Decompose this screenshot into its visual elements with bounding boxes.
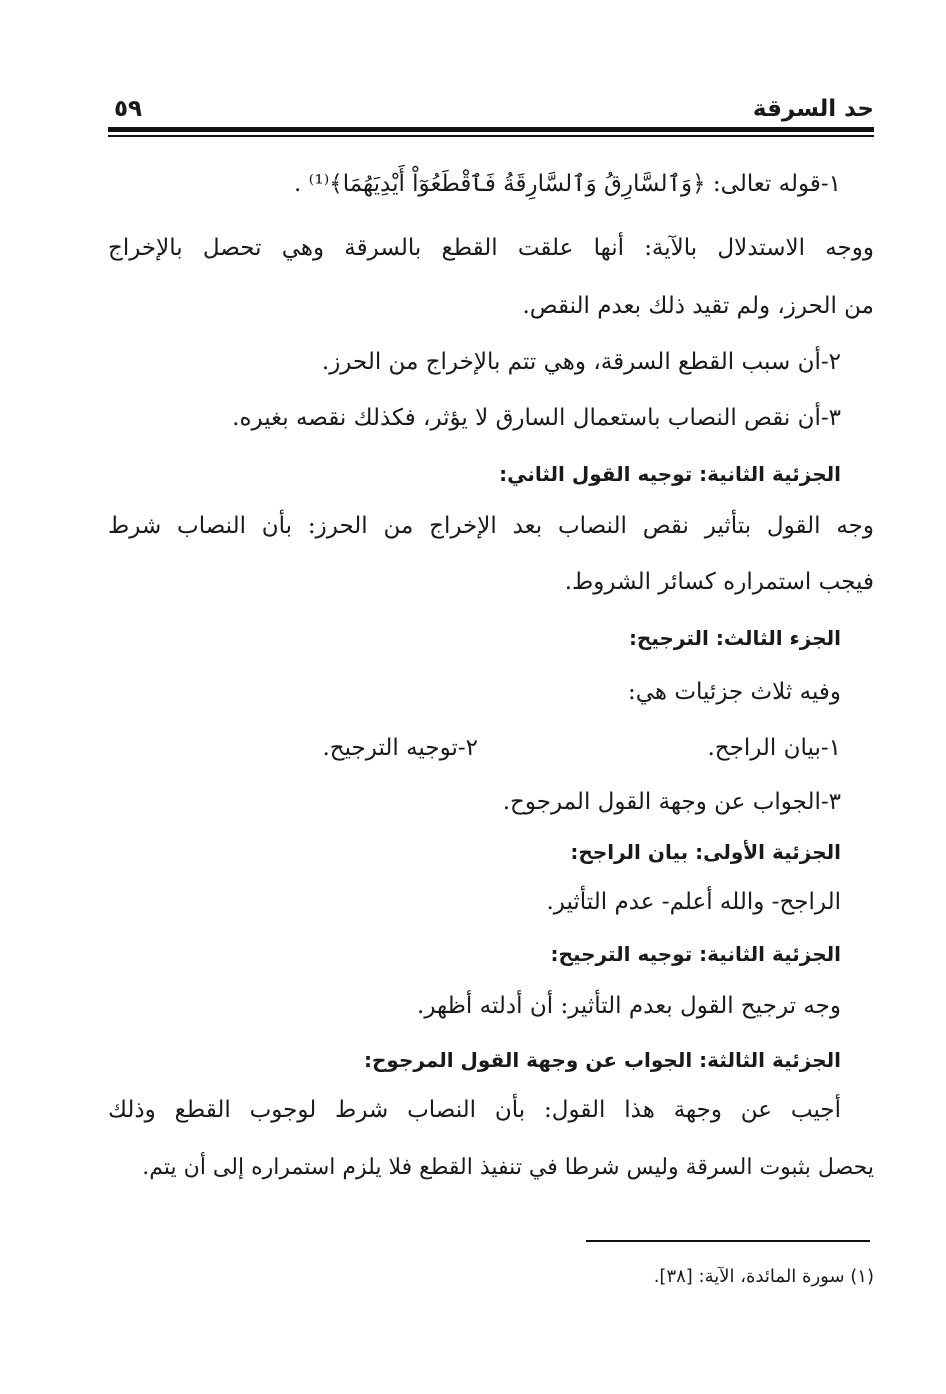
paragraph-line: من الحرز، ولم تقيد ذلك بعدم النقص.	[522, 293, 874, 319]
list-item: ٢-توجيه الترجيح.	[322, 735, 478, 761]
running-title: حد السرقة	[752, 96, 874, 122]
paragraph-line: يحصل بثبوت السرقة وليس شرطا في تنفيذ القطع فلا يلزم استمراره إلى أن يتم.	[142, 1155, 874, 1180]
footnote-rule	[586, 1240, 870, 1242]
list-item: ٣-الجواب عن وجهة القول المرجوح.	[502, 789, 841, 815]
list-item: ٣-أن نقص النصاب باستعمال السارق لا يؤثر، فكذلك نقصه بغيره.	[232, 405, 841, 431]
paragraph-line: وجه ترجيح القول بعدم التأثير: أن أدلته أظهر.	[417, 993, 841, 1019]
section-subheading: الجزئية الثالثة: الجواب عن وجهة القول المرجوح:	[364, 1048, 841, 1072]
section-subheading: الجزئية الثانية: توجيه الترجيح:	[550, 942, 841, 966]
verse-line: ١-قوله تعالى: ﴿وَٱلسَّارِقُ وَٱلسَّارِقَةُ فَٱقْطَعُوٓاْ أَيْدِيَهُمَا﴾⁽¹⁾ .	[294, 171, 841, 197]
paragraph-line: ووجه الاستدلال بالآية: أنها علقت القطع بالسرقة وهي تحصل بالإخراج	[108, 235, 874, 261]
section-subheading: الجزئية الثانية: توجيه القول الثاني:	[499, 462, 841, 486]
paragraph-line: أجيب عن وجهة هذا القول: بأن النصاب شرط لوجوب القطع وذلك	[108, 1097, 841, 1123]
paragraph-line: وجه القول بتأثير نقص النصاب بعد الإخراج من الحرز: بأن النصاب شرط	[108, 513, 874, 539]
paragraph-line: وفيه ثلاث جزئيات هي:	[627, 679, 841, 705]
header-rule-thick	[108, 127, 874, 132]
page-number: ٥٩	[114, 96, 143, 122]
section-heading: الجزء الثالث: الترجيح:	[628, 626, 841, 650]
page-header	[108, 92, 874, 132]
paragraph-line: فيجب استمراره كسائر الشروط.	[564, 569, 874, 595]
paragraph-line: الراجح- والله أعلم- عدم التأثير.	[546, 889, 841, 915]
section-subheading: الجزئية الأولى: بيان الراجح:	[570, 840, 841, 864]
footnote: (١) سورة المائدة، الآية: [٣٨].	[653, 1266, 874, 1287]
list-item: ٢-أن سبب القطع السرقة، وهي تتم بالإخراج من الحرز.	[321, 349, 841, 375]
header-rule-thin	[108, 135, 874, 137]
list-item: ١-بيان الراجح.	[707, 735, 841, 761]
